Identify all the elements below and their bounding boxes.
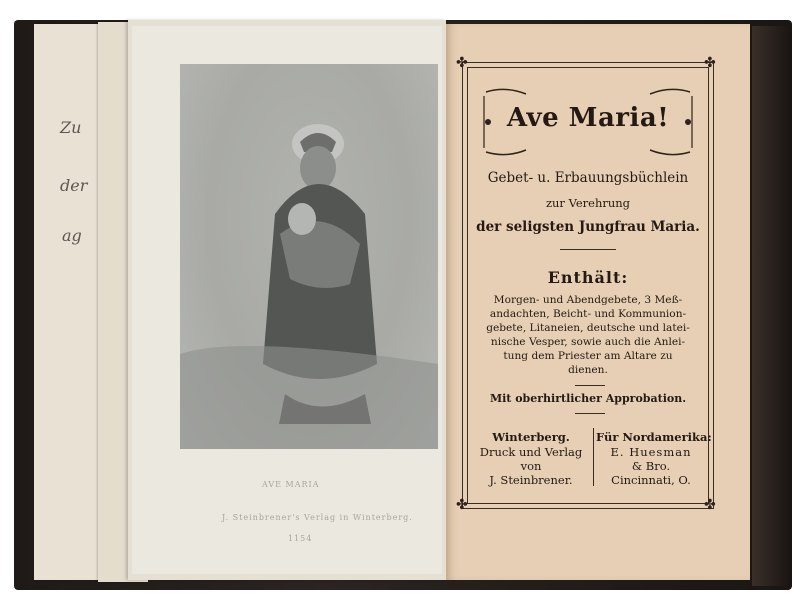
handwriting-line: ag	[62, 226, 82, 245]
subtitle-line: der seligsten Jungfrau Maria.	[476, 219, 700, 235]
distributor-heading: Für Nordamerika:	[596, 430, 712, 444]
distributor-line: E. Huesman	[610, 445, 692, 459]
book-cover-edge	[752, 26, 792, 586]
madonna-figure-image	[180, 64, 438, 449]
book-title: Ave Maria!	[506, 103, 670, 133]
corner-ornament-icon: ✤	[704, 497, 716, 513]
distributor-line: Cincinnati, O.	[611, 473, 691, 487]
contents-line: tung dem Priester am Altare zu	[503, 350, 673, 362]
imprint-line: Druck und Verlag	[479, 445, 583, 459]
handwriting-line: Zu	[60, 118, 82, 137]
distributor-line: & Bro.	[631, 459, 671, 473]
contents-heading: Enthält:	[547, 268, 629, 287]
corner-ornament-icon: ✤	[456, 497, 468, 513]
imprint-separator	[593, 428, 594, 486]
contents-line: gebete, Litaneien, deutsche und latei-	[486, 322, 690, 334]
corner-ornament-icon: ✤	[704, 55, 716, 71]
divider	[575, 385, 605, 386]
contents-line: dienen.	[568, 364, 608, 376]
engraving-publisher: J. Steinbrener's Verlag in Winterberg.	[222, 513, 413, 522]
contents-line: Morgen- und Abendgebete, 3 Meß-	[493, 294, 683, 306]
engraving-number: 1154	[288, 534, 313, 543]
approbation-note: Mit oberhirtlicher Approbation.	[489, 392, 687, 405]
handwriting-line: der	[60, 176, 88, 195]
engraving-caption: AVE MARIA	[262, 480, 320, 489]
subtitle-line: zur Verehrung	[545, 196, 631, 210]
imprint-line: J. Steinbrener.	[489, 473, 573, 487]
corner-ornament-icon: ✤	[456, 55, 468, 71]
divider	[560, 249, 616, 250]
imprint-line: von	[520, 459, 542, 473]
contents-line: andachten, Beicht- und Kommunion-	[489, 308, 687, 320]
subtitle-line: Gebet- u. Erbauungsbüchlein	[487, 170, 689, 186]
contents-line: nische Vesper, sowie auch die Anlei-	[490, 336, 686, 348]
imprint-place: Winterberg.	[492, 430, 570, 444]
divider	[575, 413, 605, 414]
